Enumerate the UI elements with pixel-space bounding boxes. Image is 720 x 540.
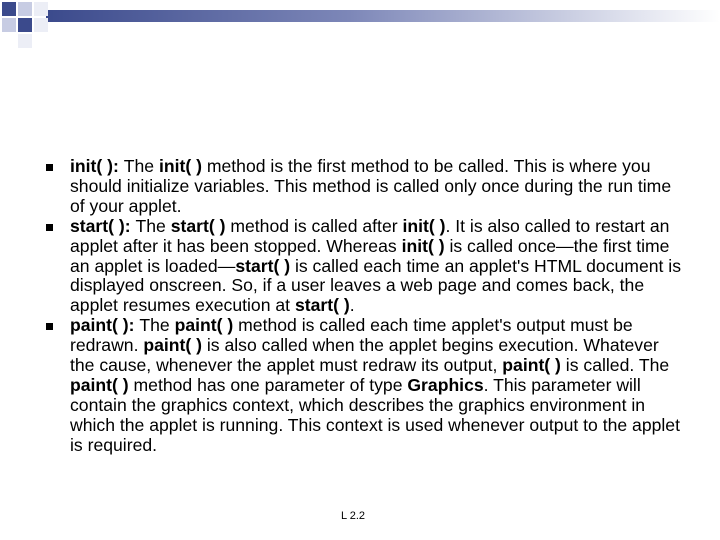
term-label: init( ): [70,156,124,176]
header-gradient-bar [46,10,720,22]
decor-square-3 [34,2,48,16]
decor-square-7 [18,34,32,48]
bullet-item-start [46,217,682,317]
term-label: start( ): [70,215,136,236]
header-decoration [0,0,720,50]
decor-square-1 [2,2,16,16]
bullet-item-init [46,157,682,217]
slide-footer-label: L 2.2 [340,510,366,522]
decor-square-6 [34,18,48,32]
code-term: paint( ) [70,374,129,395]
code-term: paint( ) [174,315,234,336]
text-segment: . [349,295,355,316]
text-segment: is called each time an applet's HTML document is displayed onscreen. So, if a user leaves a web page and comes back, the applet resumes execution at [70,255,681,316]
text-segment: is also called when the applet begins execution. Whatever the cause, whenever the applet must redraw its output, [70,335,659,376]
code-term: Graphics [407,374,484,395]
bullet-text [70,316,682,455]
text-segment: is called. The [560,355,670,376]
square-bullet-icon [46,323,53,330]
code-term: start( ) [294,295,350,316]
text-segment: is called once—the first time an applet is loaded— [70,235,670,276]
text-segment: method is called after [225,215,403,236]
slide-content [46,157,682,456]
square-bullet-icon [46,224,53,231]
code-term: start( ) [170,215,226,236]
text-segment: . It is also called to restart an applet after it has been stopped. Whereas [70,215,670,256]
code-term: init( ) [402,215,446,236]
text-segment: The [135,215,171,236]
code-term: init( ) [158,156,202,176]
text-segment: method is the first method to be called. This is where you should initialize variables. This method is called only once during the run time of your applet. [70,156,672,216]
text-segment: The [123,156,159,176]
text-segment: . This parameter will contain the graphics context, which describes the graphics environment in which the applet is running. This context is used whenever output to the applet is required. [70,374,680,455]
code-term: paint( ) [502,355,561,376]
decor-square-5 [18,18,32,32]
decor-square-4 [2,18,16,32]
code-term: paint( ) [143,335,202,356]
text-segment: method is called each time applet's output must be redrawn. [70,315,633,356]
code-term: init( ) [401,235,445,256]
text-segment: The [139,315,175,336]
square-bullet-icon [46,164,53,171]
term-label: paint( ): [70,315,140,336]
text-segment: method has one parameter of type [128,374,408,395]
code-term: start( ) [235,255,291,276]
bullet-text [70,217,682,317]
bullet-text [70,157,682,217]
decor-square-2 [18,2,32,16]
bullet-item-paint [46,316,682,455]
